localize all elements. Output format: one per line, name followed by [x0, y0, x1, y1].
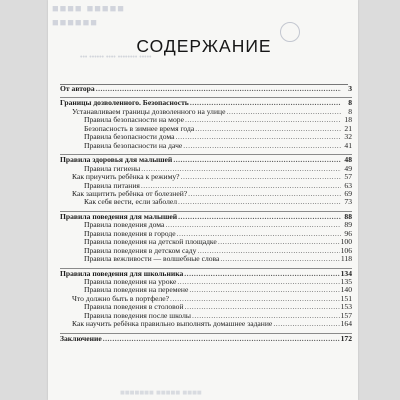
toc-page-number: 69 — [344, 188, 352, 198]
toc-page-number: 106 — [340, 245, 352, 255]
toc-page-number: 49 — [344, 163, 352, 173]
toc-entry — [60, 198, 352, 206]
toc-leader-dots — [178, 213, 341, 221]
toc-page-number: 96 — [344, 228, 352, 238]
toc-leader-dots — [195, 125, 341, 133]
toc-page-number: 48 — [344, 155, 352, 165]
toc-leader-dots — [185, 303, 340, 311]
toc-entry-label: Как приучить ребёнка к режиму? — [72, 172, 180, 182]
toc-entry-label: Правила поведения после школы — [84, 310, 192, 320]
toc-page-number: 8 — [348, 106, 352, 116]
toc-entry-label: Правила поведения в городе — [84, 228, 176, 238]
toc-entry-label: Безопасность в зимнее время года — [84, 123, 195, 133]
toc-entry-label: Устанавливаем границы дозволенного на улице — [72, 106, 226, 116]
toc-leader-dots — [183, 142, 341, 150]
toc-page-number: 153 — [340, 302, 352, 312]
page-title: СОДЕРЖАНИЕ — [136, 36, 272, 56]
toc-entry-label: Правила безопасности дома — [84, 132, 175, 142]
toc-page-number: 151 — [340, 293, 352, 303]
toc-entry-label: Правила поведения для школьника — [60, 268, 184, 278]
toc-leader-dots — [184, 270, 339, 278]
toc-page-number: 172 — [340, 333, 352, 343]
toc-section — [60, 85, 352, 93]
toc-entry-label: Правила поведения в столовой — [84, 302, 184, 312]
toc-leader-dots — [226, 108, 341, 116]
toc-page-number: 57 — [344, 172, 352, 182]
toc-page-number: 118 — [340, 254, 352, 264]
toc-entry-label: От автора — [60, 84, 95, 93]
toc-page-number: 164 — [340, 319, 352, 329]
toc-page-number: 41 — [344, 140, 352, 150]
toc-entry-label: Правила безопасности на море — [84, 115, 184, 125]
toc-entry-label: Правила питания — [84, 180, 140, 190]
toc-page-number: 21 — [344, 123, 352, 133]
toc-leader-dots — [177, 278, 339, 286]
toc-leader-dots — [178, 198, 341, 206]
bleed-through-line: ••• •••••• •••• •••••••• ••••• — [80, 54, 152, 61]
table-of-contents — [60, 84, 352, 347]
toc-entry-label: Правила поведения дома — [84, 220, 165, 230]
toc-page-number: 63 — [344, 180, 352, 190]
toc-leader-dots — [173, 156, 341, 164]
toc-entry-label: Правила поведения в детском саду — [84, 245, 197, 255]
toc-page-number: 8 — [348, 98, 352, 108]
toc-entry-label: Правила поведения на уроке — [84, 277, 177, 286]
toc-leader-dots — [96, 85, 341, 93]
toc-entry-label: Что должно быть в портфеле? — [72, 293, 170, 303]
bleed-through-text: ■■■■ ■■■■■ ■■■■■■ — [52, 3, 125, 29]
toc-entry — [60, 320, 352, 328]
toc-leader-dots — [188, 190, 341, 198]
toc-entry-label: Правила гигиены — [84, 163, 141, 173]
toc-page-number: 135 — [340, 277, 352, 286]
toc-page-number: 134 — [340, 268, 352, 278]
toc-section — [60, 154, 352, 207]
toc-entry-label: Правила здоровья для малышей — [60, 155, 173, 165]
toc-page-number: 140 — [340, 285, 352, 295]
toc-section — [60, 97, 352, 150]
toc-entry-label: Правила поведения на перемене — [84, 285, 189, 295]
toc-leader-dots — [165, 221, 341, 229]
toc-entry-label: Правила поведения на детской площадке — [84, 237, 217, 247]
toc-page-number: 88 — [344, 211, 352, 221]
toc-heading — [60, 85, 352, 93]
toc-page-number: 3 — [348, 84, 352, 93]
toc-leader-dots — [175, 133, 341, 141]
toc-leader-dots — [220, 255, 340, 263]
toc-leader-dots — [273, 320, 339, 328]
toc-section — [60, 211, 352, 264]
toc-page-number: 100 — [340, 237, 352, 247]
toc-leader-dots — [103, 335, 340, 343]
bleed-through-footer: ■■■■■■■ ■■■■■ ■■■■ — [120, 388, 202, 397]
toc-page-number: 157 — [340, 310, 352, 320]
toc-entry-label: Правила вежливости — волшебные слова — [84, 254, 220, 264]
toc-leader-dots — [181, 173, 341, 181]
toc-entry — [60, 255, 352, 263]
toc-leader-dots — [185, 116, 341, 124]
toc-section — [60, 333, 352, 344]
toc-page-number: 73 — [344, 197, 352, 207]
toc-entry — [60, 142, 352, 150]
toc-entry-label: Заключение — [60, 333, 102, 343]
toc-leader-dots — [218, 238, 340, 246]
toc-entry-label: Как научить ребёнка правильно выполнять домашнее задание — [72, 319, 273, 329]
toc-entry-label: Как защитить ребёнка от болезней? — [72, 188, 188, 198]
toc-entry-label: Правила безопасности на даче — [84, 140, 183, 150]
toc-entry-label: Правила поведения для малышей — [60, 211, 178, 221]
toc-leader-dots — [170, 295, 340, 303]
toc-page-number: 32 — [344, 132, 352, 142]
toc-section — [60, 268, 352, 329]
toc-heading — [60, 335, 352, 344]
toc-page-number: 89 — [344, 220, 352, 230]
toc-page-number: 18 — [344, 115, 352, 125]
toc-entry-label: Границы дозволенного. Безопасность — [60, 98, 189, 108]
toc-entry-label: Как себя вести, если заболел — [84, 197, 178, 207]
toc-leader-dots — [189, 286, 339, 294]
